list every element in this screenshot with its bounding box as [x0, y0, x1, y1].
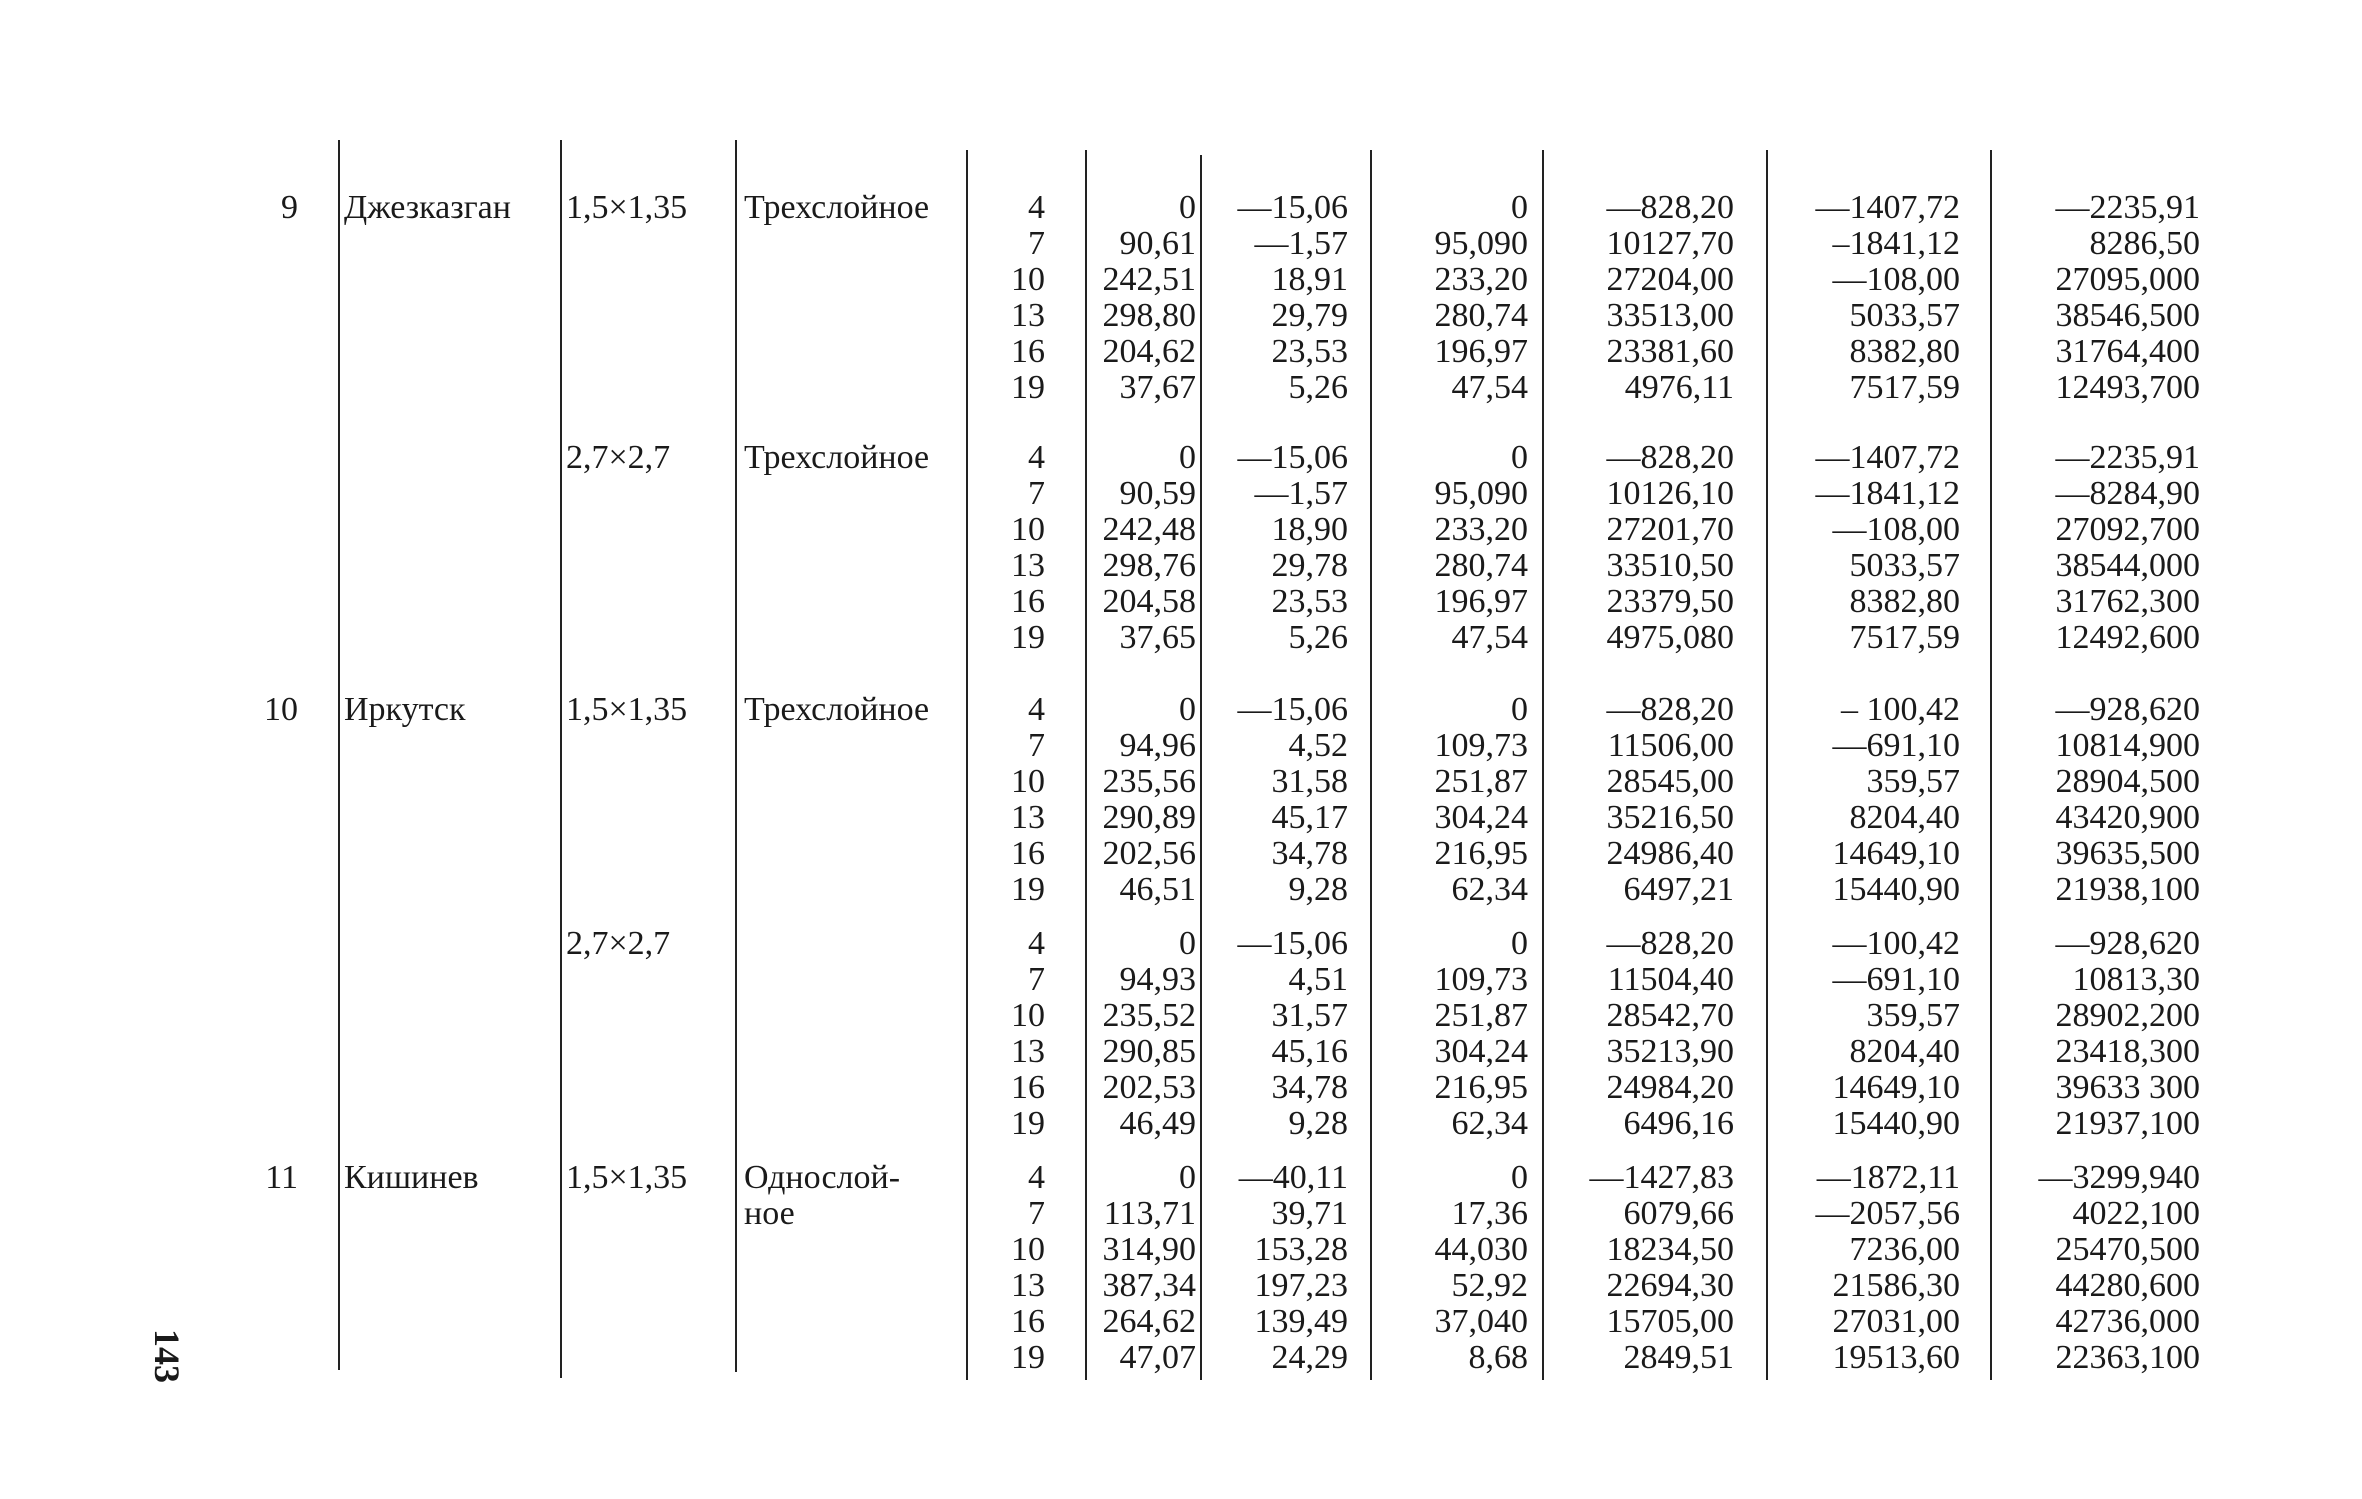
table-cell-col-e: 27031,00	[1832, 1303, 1960, 1340]
table-cell-col-b: —1,57	[1254, 475, 1348, 512]
table-cell-col-a: 113,71	[1103, 1195, 1196, 1232]
table-cell-col-f: 4022,100	[2072, 1195, 2200, 1232]
table-cell-col-f: 25470,500	[2055, 1231, 2200, 1268]
table-cell-col-c: 233,20	[1434, 511, 1528, 548]
construction-type: Трехслойное	[744, 439, 930, 476]
table-cell-col-c: 216,95	[1434, 1069, 1528, 1106]
table-cell-col-f: 44280,600	[2055, 1267, 2200, 1304]
table-cell-col-e: 7517,59	[1849, 369, 1960, 406]
table-cell-col-b: 9,28	[1288, 1105, 1348, 1142]
column-rule	[1990, 150, 1992, 1380]
table-cell-col-d: 22694,30	[1606, 1267, 1734, 1304]
table-cell-col-a: 0	[1179, 925, 1196, 962]
table-cell-col-c: 109,73	[1434, 727, 1528, 764]
table-cell-col-e: 8382,80	[1849, 333, 1960, 370]
table-cell-step: 19	[1011, 1105, 1045, 1142]
table-cell-col-c: 109,73	[1434, 961, 1528, 998]
table-cell-step: 4	[1028, 439, 1045, 476]
table-cell-col-b: 23,53	[1271, 583, 1348, 620]
table-cell-col-b: 31,58	[1271, 763, 1348, 800]
table-cell-col-d: 6496,16	[1623, 1105, 1734, 1142]
table-cell-col-f: 28904,500	[2055, 763, 2200, 800]
table-cell-col-c: 280,74	[1434, 297, 1528, 334]
table-cell-col-c: 52,92	[1451, 1267, 1528, 1304]
table-cell-col-e: 8382,80	[1849, 583, 1960, 620]
table-cell-col-f: 31762,300	[2055, 583, 2200, 620]
table-cell-col-b: 23,53	[1271, 333, 1348, 370]
table-cell-col-d: 24984,20	[1606, 1069, 1734, 1106]
table-cell-col-d: —828,20	[1606, 691, 1734, 728]
city-name: Иркутск	[344, 691, 466, 728]
table-cell-col-e: —100,42	[1832, 925, 1960, 962]
table-cell-col-e: 21586,30	[1832, 1267, 1960, 1304]
table-cell-col-a: 242,48	[1102, 511, 1196, 548]
table-cell-col-a: 0	[1179, 439, 1196, 476]
column-rule	[1542, 150, 1544, 1380]
table-cell-step: 16	[1011, 583, 1045, 620]
table-cell-col-a: 290,85	[1102, 1033, 1196, 1070]
table-cell-col-d: 23381,60	[1606, 333, 1734, 370]
table-cell-col-f: 43420,900	[2055, 799, 2200, 836]
table-cell-step: 7	[1028, 225, 1045, 262]
column-rule	[1766, 150, 1768, 1380]
table-cell-col-c: 0	[1511, 439, 1528, 476]
table-cell-col-b: —15,06	[1237, 691, 1348, 728]
table-cell-step: 19	[1011, 369, 1045, 406]
table-cell-col-e: 7236,00	[1849, 1231, 1960, 1268]
table-cell-col-f: 22363,100	[2055, 1339, 2200, 1376]
table-cell-col-b: 29,78	[1271, 547, 1348, 584]
table-cell-col-f: 21938,100	[2055, 871, 2200, 908]
table-cell-col-e: 19513,60	[1832, 1339, 1960, 1376]
table-cell-step: 7	[1028, 727, 1045, 764]
table-cell-step: 19	[1011, 871, 1045, 908]
table-cell-col-e: 359,57	[1866, 763, 1960, 800]
table-cell-col-f: 10814,900	[2055, 727, 2200, 764]
table-cell-step: 7	[1028, 1195, 1045, 1232]
element-size: 1,5×1,35	[566, 1159, 688, 1196]
table-cell-col-f: 38544,000	[2055, 547, 2200, 584]
table-cell-col-e: 15440,90	[1832, 871, 1960, 908]
city-name: Кишинев	[344, 1159, 479, 1196]
table-cell-col-e: 7517,59	[1849, 619, 1960, 656]
table-cell-col-d: 28545,00	[1606, 763, 1734, 800]
table-cell-col-b: 4,52	[1288, 727, 1348, 764]
table-cell-col-d: —828,20	[1606, 439, 1734, 476]
construction-type: Однослой-	[744, 1159, 901, 1196]
table-cell-col-c: 280,74	[1434, 547, 1528, 584]
table-cell-col-a: 0	[1179, 189, 1196, 226]
table-cell-col-c: 95,090	[1434, 475, 1528, 512]
table-cell-col-f: 10813,30	[2072, 961, 2200, 998]
table-cell-col-a: 204,58	[1102, 583, 1196, 620]
table-cell-col-d: 15705,00	[1606, 1303, 1734, 1340]
table-cell-col-d: 27201,70	[1606, 511, 1734, 548]
table-cell-col-a: 202,53	[1102, 1069, 1196, 1106]
element-size: 1,5×1,35	[566, 189, 688, 226]
table-cell-col-b: —15,06	[1237, 189, 1348, 226]
table-cell-step: 16	[1011, 333, 1045, 370]
table-cell-col-d: 2849,51	[1623, 1339, 1734, 1376]
table-cell-col-f: 27092,700	[2055, 511, 2200, 548]
table-cell-col-a: 298,76	[1102, 547, 1196, 584]
table-cell-col-a: 387,34	[1102, 1267, 1196, 1304]
table-cell-col-b: —40,11	[1238, 1159, 1348, 1196]
table-cell-col-a: 46,51	[1119, 871, 1196, 908]
table-cell-col-a: 46,49	[1119, 1105, 1196, 1142]
table-cell-col-f: —8284,90	[2055, 475, 2200, 512]
row-number: 9	[281, 189, 298, 226]
table-cell-col-c: 304,24	[1434, 1033, 1528, 1070]
table-cell-col-f: 28902,200	[2055, 997, 2200, 1034]
table-cell-col-a: 204,62	[1102, 333, 1196, 370]
table-cell-col-b: 45,17	[1271, 799, 1348, 836]
table-cell-col-f: —2235,91	[2055, 189, 2200, 226]
page-number: 143	[147, 1329, 187, 1383]
table-cell-col-c: 233,20	[1434, 261, 1528, 298]
table-cell-col-c: 196,97	[1434, 333, 1528, 370]
table-cell-col-c: 37,040	[1434, 1303, 1528, 1340]
table-cell-col-b: 9,28	[1288, 871, 1348, 908]
table-cell-col-c: 47,54	[1451, 619, 1528, 656]
table-cell-col-f: 12493,700	[2055, 369, 2200, 406]
table-cell-col-e: 8204,40	[1849, 799, 1960, 836]
table-cell-col-b: 18,90	[1271, 511, 1348, 548]
table-cell-col-c: 0	[1511, 925, 1528, 962]
table-cell-step: 13	[1011, 1033, 1045, 1070]
table-cell-col-b: 139,49	[1254, 1303, 1348, 1340]
row-number: 10	[264, 691, 298, 728]
table-cell-col-c: 251,87	[1434, 997, 1528, 1034]
table-cell-col-f: 12492,600	[2055, 619, 2200, 656]
table-cell-col-a: 0	[1179, 691, 1196, 728]
table-cell-col-c: 95,090	[1434, 225, 1528, 262]
table-cell-col-e: 14649,10	[1832, 1069, 1960, 1106]
construction-type-cont: ное	[744, 1195, 795, 1232]
table-cell-col-d: 10126,10	[1606, 475, 1734, 512]
table-cell-col-f: 31764,400	[2055, 333, 2200, 370]
table-cell-col-b: 39,71	[1271, 1195, 1348, 1232]
table-cell-col-f: —928,620	[2055, 925, 2200, 962]
table-cell-step: 10	[1011, 997, 1045, 1034]
table-cell-col-c: 47,54	[1451, 369, 1528, 406]
table-cell-col-d: 35216,50	[1606, 799, 1734, 836]
table-cell-col-a: 202,56	[1102, 835, 1196, 872]
table-cell-col-c: 62,34	[1451, 871, 1528, 908]
table-cell-col-d: 4976,11	[1624, 369, 1734, 406]
table-cell-step: 10	[1011, 1231, 1045, 1268]
table-cell-step: 19	[1011, 619, 1045, 656]
table-cell-step: 19	[1011, 1339, 1045, 1376]
column-rule	[338, 140, 340, 1370]
table-cell-col-a: 0	[1179, 1159, 1196, 1196]
table-cell-col-c: 62,34	[1451, 1105, 1528, 1142]
table-cell-col-a: 264,62	[1102, 1303, 1196, 1340]
table-cell-col-e: – 100,42	[1841, 691, 1960, 728]
table-cell-col-a: 298,80	[1102, 297, 1196, 334]
element-size: 1,5×1,35	[566, 691, 688, 728]
table-cell-col-a: 37,67	[1119, 369, 1196, 406]
table-cell-col-a: 90,59	[1119, 475, 1196, 512]
table-cell-col-e: 359,57	[1866, 997, 1960, 1034]
table-cell-step: 7	[1028, 961, 1045, 998]
column-rule	[1085, 150, 1087, 1380]
table-cell-col-c: 44,030	[1434, 1231, 1528, 1268]
table-cell-step: 16	[1011, 835, 1045, 872]
table-cell-step: 4	[1028, 925, 1045, 962]
table-cell-col-b: —15,06	[1237, 925, 1348, 962]
table-cell-col-c: 304,24	[1434, 799, 1528, 836]
table-cell-col-d: 33510,50	[1606, 547, 1734, 584]
table-cell-col-e: —108,00	[1832, 511, 1960, 548]
table-cell-col-d: 11504,40	[1607, 961, 1734, 998]
table-cell-col-e: 5033,57	[1849, 547, 1960, 584]
table-cell-col-a: 242,51	[1102, 261, 1196, 298]
table-cell-col-f: 42736,000	[2055, 1303, 2200, 1340]
table-cell-col-d: 28542,70	[1606, 997, 1734, 1034]
table-cell-col-d: 4975,080	[1606, 619, 1734, 656]
element-size: 2,7×2,7	[566, 439, 671, 476]
table-cell-step: 4	[1028, 1159, 1045, 1196]
table-cell-col-e: —1407,72	[1815, 439, 1960, 476]
table-cell-col-e: —1872,11	[1816, 1159, 1960, 1196]
table-cell-col-d: 33513,00	[1606, 297, 1734, 334]
table-cell-col-b: 4,51	[1288, 961, 1348, 998]
column-rule	[735, 140, 737, 1372]
table-cell-col-c: 0	[1511, 691, 1528, 728]
table-cell-col-d: 18234,50	[1606, 1231, 1734, 1268]
table-cell-step: 7	[1028, 475, 1045, 512]
table-cell-col-d: 6079,66	[1623, 1195, 1734, 1232]
table-cell-col-b: 197,23	[1254, 1267, 1348, 1304]
table-cell-col-e: —2057,56	[1815, 1195, 1960, 1232]
table-cell-col-e: —691,10	[1832, 727, 1960, 764]
table-cell-col-d: 23379,50	[1606, 583, 1734, 620]
table-cell-col-b: 31,57	[1271, 997, 1348, 1034]
table-cell-col-c: 251,87	[1434, 763, 1528, 800]
table-cell-step: 4	[1028, 691, 1045, 728]
table-cell-col-b: 153,28	[1254, 1231, 1348, 1268]
table-cell-col-b: 34,78	[1271, 1069, 1348, 1106]
table-cell-col-a: 37,65	[1119, 619, 1196, 656]
table-cell-col-c: 8,68	[1468, 1339, 1528, 1376]
table-cell-col-b: 34,78	[1271, 835, 1348, 872]
table-cell-col-e: 15440,90	[1832, 1105, 1960, 1142]
table-cell-col-c: 0	[1511, 1159, 1528, 1196]
table-cell-col-d: —828,20	[1606, 189, 1734, 226]
table-cell-col-f: —3299,940	[2038, 1159, 2200, 1196]
table-cell-col-e: 8204,40	[1849, 1033, 1960, 1070]
table-cell-col-e: –1841,12	[1832, 225, 1960, 262]
table-cell-col-d: 24986,40	[1606, 835, 1734, 872]
column-rule	[966, 150, 968, 1380]
table-cell-col-a: 235,56	[1102, 763, 1196, 800]
table-cell-col-c: 216,95	[1434, 835, 1528, 872]
table-cell-col-d: 6497,21	[1623, 871, 1734, 908]
table-cell-col-f: 27095,000	[2055, 261, 2200, 298]
table-cell-step: 13	[1011, 799, 1045, 836]
table-cell-col-e: —691,10	[1832, 961, 1960, 998]
table-cell-col-f: 23418,300	[2055, 1033, 2200, 1070]
table-cell-col-e: 5033,57	[1849, 297, 1960, 334]
table-cell-col-f: 39635,500	[2055, 835, 2200, 872]
table-cell-step: 13	[1011, 1267, 1045, 1304]
table-cell-col-d: 27204,00	[1606, 261, 1734, 298]
table-cell-col-b: 5,26	[1288, 369, 1348, 406]
column-rule	[1200, 155, 1202, 1380]
table-cell-step: 16	[1011, 1069, 1045, 1106]
element-size: 2,7×2,7	[566, 925, 671, 962]
table-cell-col-a: 90,61	[1119, 225, 1196, 262]
table-cell-step: 10	[1011, 511, 1045, 548]
construction-type: Трехслойное	[744, 691, 930, 728]
table-cell-col-f: 21937,100	[2055, 1105, 2200, 1142]
table-cell-col-a: 235,52	[1102, 997, 1196, 1034]
table-cell-step: 10	[1011, 763, 1045, 800]
table-cell-col-e: —1407,72	[1815, 189, 1960, 226]
table-cell-step: 10	[1011, 261, 1045, 298]
table-cell-col-d: 10127,70	[1606, 225, 1734, 262]
table-cell-step: 16	[1011, 1303, 1045, 1340]
table-cell-step: 13	[1011, 547, 1045, 584]
table-cell-col-b: 5,26	[1288, 619, 1348, 656]
table-cell-col-e: —1841,12	[1815, 475, 1960, 512]
city-name: Джезказган	[344, 189, 511, 226]
table-cell-col-a: 47,07	[1119, 1339, 1196, 1376]
table-cell-col-b: 45,16	[1271, 1033, 1348, 1070]
table-cell-col-c: 0	[1511, 189, 1528, 226]
table-cell-col-b: 29,79	[1271, 297, 1348, 334]
table-cell-col-a: 290,89	[1102, 799, 1196, 836]
table-cell-col-e: 14649,10	[1832, 835, 1960, 872]
table-cell-col-d: —1427,83	[1589, 1159, 1734, 1196]
table-cell-col-b: —1,57	[1254, 225, 1348, 262]
table-cell-col-f: —928,620	[2055, 691, 2200, 728]
table-cell-col-b: —15,06	[1237, 439, 1348, 476]
table-cell-col-a: 314,90	[1102, 1231, 1196, 1268]
table-cell-col-b: 24,29	[1271, 1339, 1348, 1376]
table-cell-col-d: —828,20	[1606, 925, 1734, 962]
table-cell-col-c: 17,36	[1451, 1195, 1528, 1232]
table-cell-col-c: 196,97	[1434, 583, 1528, 620]
table-cell-step: 13	[1011, 297, 1045, 334]
table-cell-step: 4	[1028, 189, 1045, 226]
table-cell-col-f: 39633 300	[2055, 1069, 2200, 1106]
table-cell-col-f: —2235,91	[2055, 439, 2200, 476]
table-cell-col-f: 8286,50	[2089, 225, 2200, 262]
table-cell-col-d: 35213,90	[1606, 1033, 1734, 1070]
table-cell-col-a: 94,96	[1119, 727, 1196, 764]
row-number: 11	[265, 1159, 298, 1196]
construction-type: Трехслойное	[744, 189, 930, 226]
column-rule	[560, 140, 562, 1378]
table-cell-col-d: 11506,00	[1607, 727, 1734, 764]
table-cell-col-b: 18,91	[1271, 261, 1348, 298]
table-cell-col-f: 38546,500	[2055, 297, 2200, 334]
column-rule	[1370, 150, 1372, 1380]
table-cell-col-e: —108,00	[1832, 261, 1960, 298]
table-cell-col-a: 94,93	[1119, 961, 1196, 998]
